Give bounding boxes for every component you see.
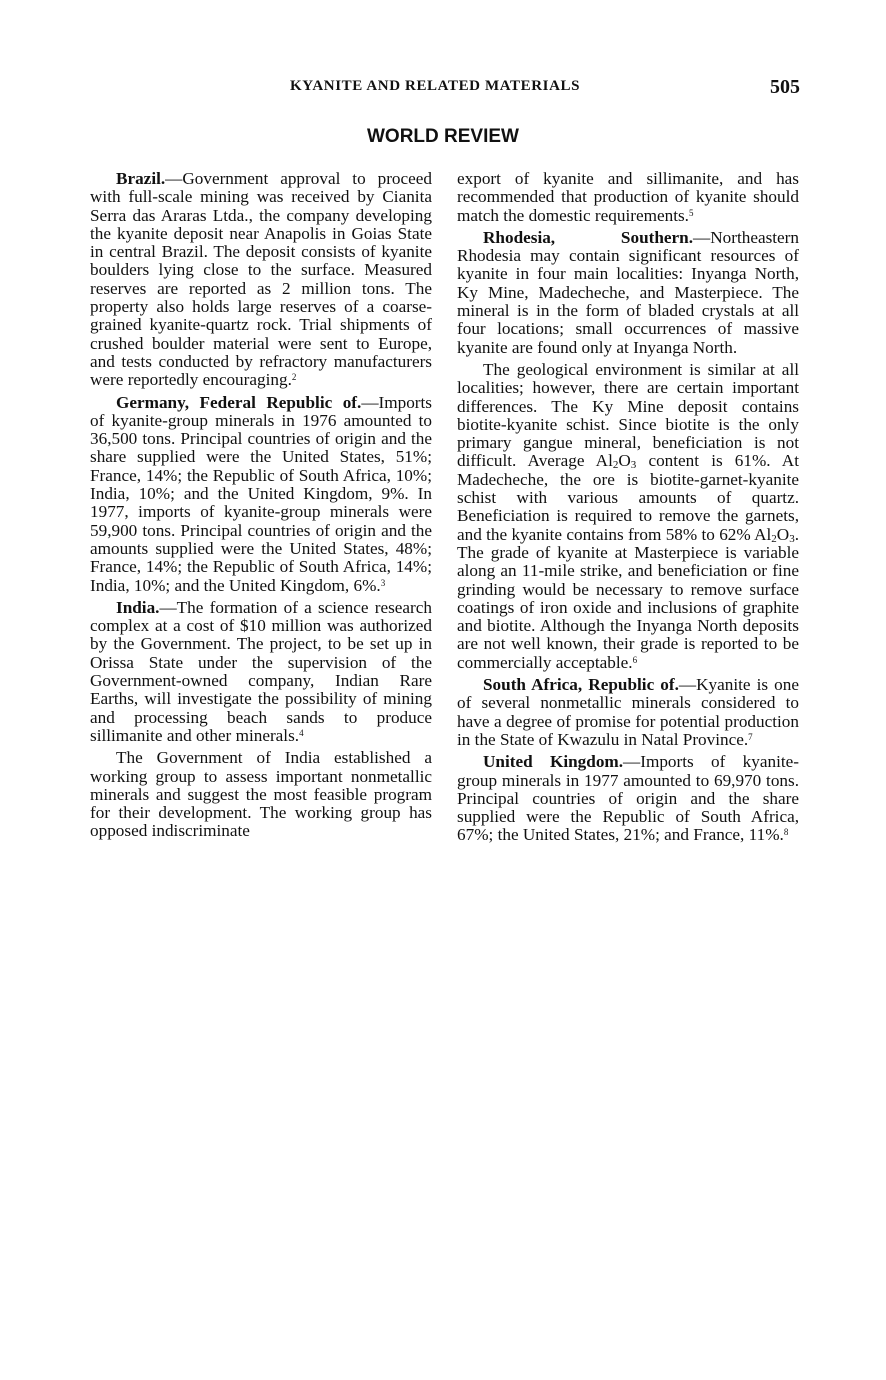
- footnote-ref: 3: [380, 577, 386, 588]
- heading-uk: United Kingdom.: [483, 752, 624, 772]
- paragraph-germany: [90, 394, 432, 595]
- heading-brazil: Brazil.: [116, 169, 166, 188]
- footnote-ref: 7: [748, 731, 753, 742]
- footnote-ref: 5: [688, 207, 694, 218]
- text-india-cont: The Government of India established a working group to assess important nonmetallic minerals and suggest the most feasible program for their development. The working group has opposed indiscriminate: [90, 748, 432, 841]
- oxygen-letter: O: [776, 524, 790, 544]
- paragraph-brazil: [90, 170, 432, 390]
- heading-india: India.: [116, 597, 160, 617]
- footnote-ref: 6: [632, 654, 638, 665]
- subscript: 2: [771, 532, 777, 545]
- text-india: —The formation of a science research complex at a cost of $10 million was authorized by the Government. The project, to be set up in Orissa State under the supervision of the Government-owned company, Indian Rare Earths, will investigate the possibility of mining and processing beach sands to produce sillimanite and other minerals.: [90, 597, 432, 745]
- right-column: [457, 170, 799, 849]
- text-germany: —Imports of kyanite-group minerals in 1976 amounted to 36,500 tons. Principal countries of origin and the share supplied were the United States, 51%; France, 14%; the Republic of South Africa, 10%; India, 10%; and the United Kingdom, 9%. In 1977, imports of kyanite-group minerals were 59,900 tons. Principal countries of origin and the amounts supplied were the United States, 48%; France, 14%; the Republic of South Africa, 14%; India, 10%; and the United Kingdom, 6%.: [90, 392, 432, 595]
- heading-rhodesia: Rhodesia, Southern.: [483, 227, 694, 247]
- paragraph-south-africa: [457, 676, 799, 749]
- subscript: 2: [612, 459, 619, 472]
- subscript: 3: [630, 459, 637, 472]
- running-head: KYANITE AND RELATED MATERIALS: [290, 78, 581, 94]
- paragraph-india: [90, 599, 432, 745]
- text-uk: —Imports of kyanite-group minerals in 1977 amounted to 69,970 tons. Principal countries of origin and the share supplied were the Republic of South Africa, 67%; the United States, 21%; and France, 11%.: [457, 752, 799, 845]
- subscript: 3: [789, 532, 795, 545]
- text-rhodesia-cont-c: . The grade of kyanite at Masterpiece is variable along an 11-mile strike, and beneficiation or fine grinding would be necessary to remove surface coatings of iron oxide and inclusions of graphite and biotite. Although the Inyanga North deposits are not well known, their grade is reported to be commercially acceptable.: [457, 524, 799, 672]
- text-rhodesia-cont-b: content is 61%. At Madecheche, the ore is biotite-garnet-kyanite schist with various amounts of quartz. Beneficiation is required to remove the garnets, and the kyanite contains from 58% to 62% Al: [457, 451, 799, 544]
- footnote-ref: 4: [299, 727, 304, 738]
- section-title: WORLD REVIEW: [367, 126, 519, 147]
- text-south-africa: —Kyanite is one of several nonmetallic minerals considered to have a degree of promise for potential production in the State of Kwazulu in Natal Province.: [457, 675, 799, 749]
- page-number: 505: [770, 76, 800, 98]
- heading-germany: Germany, Federal Republic of.: [116, 392, 362, 412]
- oxygen-letter: O: [618, 451, 631, 471]
- paragraph-rhodesia: [457, 229, 799, 357]
- footnote-ref: 8: [783, 827, 789, 838]
- paragraph-uk: [457, 753, 799, 844]
- text-brazil: —Government approval to proceed with full-scale mining was received by Cianita Serra das Araras Ltda., the company developing the kyanite deposit near Anapolis in Goias State in central Brazil. The deposit consists of kyanite boulders lying close to the surface. Measured reserves are reported as 2 million tons. The property also holds large reserves of a coarse-grained kyanite-quartz rock. Trial shipments of crushed boulder material were sent to Europe, and tests conducted by refractory manufacturers were reportedly encouraging.: [90, 169, 432, 390]
- paragraph-india-cont: [90, 749, 432, 840]
- text-india-end: export of kyanite and sillimanite, and has recommended that production of kyanite should match the domestic requirements.: [457, 169, 799, 225]
- text-rhodesia: —Northeastern Rhodesia may contain significant resources of kyanite in four main localities: Inyanga North, Ky Mine, Madecheche, and Masterpiece. The mineral is in the form of bladed crystals at all four locations; small occurrences of massive kyanite are found only at Inyanga North.: [457, 227, 799, 357]
- footnote-ref: 2: [291, 372, 297, 383]
- heading-south-africa: South Africa, Republic of.: [483, 675, 679, 695]
- paragraph-rhodesia-cont: [457, 361, 799, 672]
- text-rhodesia-cont-a: The geological environment is similar at all localities; however, there are certain important differences. The Ky Mine deposit contains biotite-kyanite schist. Since biotite is the only primary gangue mineral, beneficiation is not difficult. Average Al: [457, 359, 799, 471]
- paragraph-india-end: [457, 170, 799, 225]
- left-column: [90, 170, 432, 845]
